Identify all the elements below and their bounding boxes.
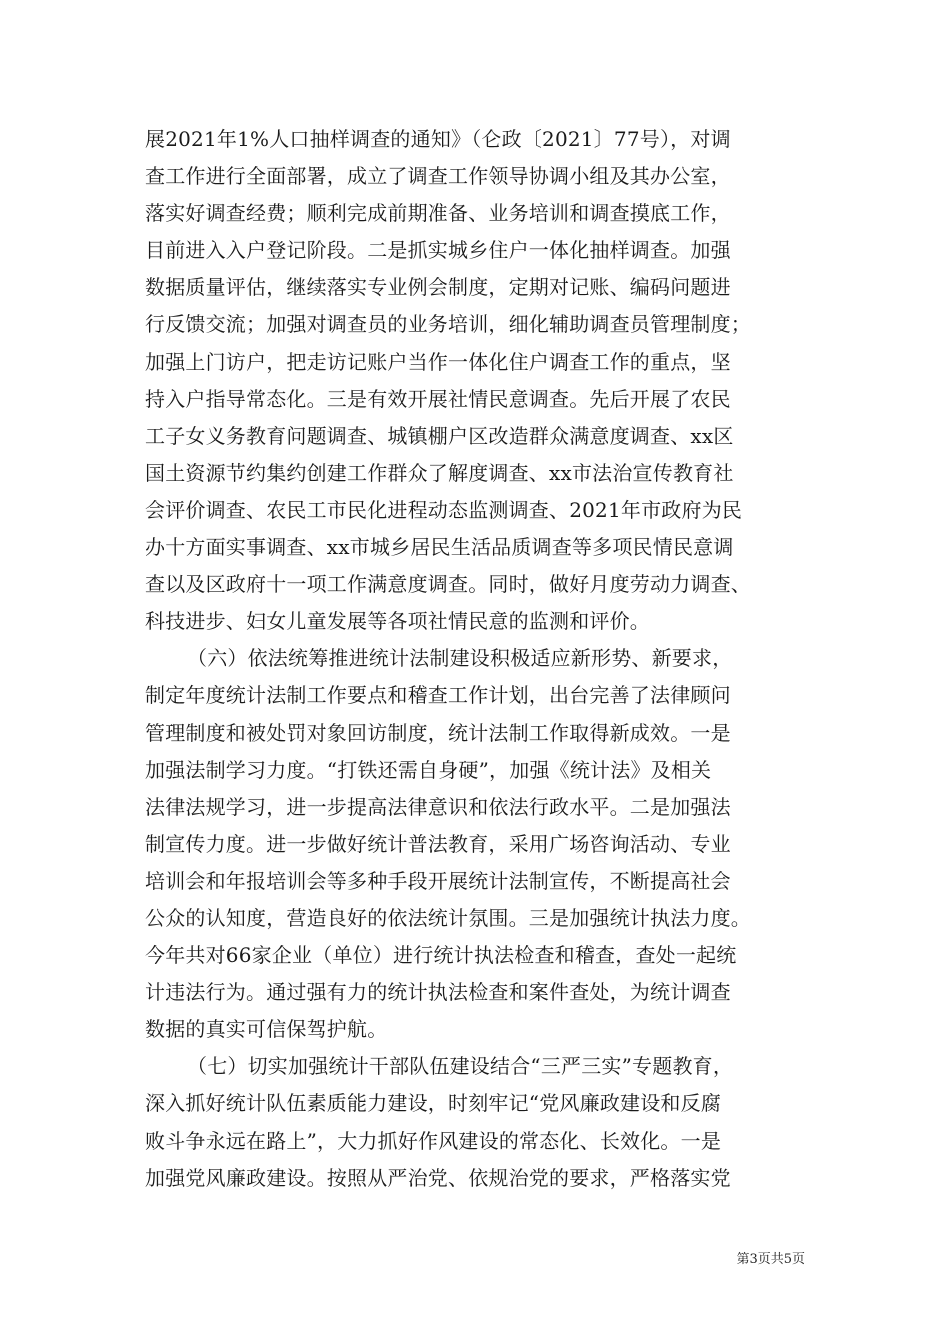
text-line: 加强上门访户，把走访记账户当作一体化住户调查工作的重点，坚 — [145, 349, 731, 374]
text-line: 深入抓好统计队伍素质能力建设，时刻牢记“党风廉政建设和反腐 — [145, 1091, 722, 1116]
text-line: 数据的真实可信保驾护航。 — [145, 1017, 388, 1042]
text-line: 展2021年1%人口抽样调查的通知》（仑政〔2021〕77号），对调 — [145, 127, 731, 151]
text-line: 培训会和年报培训会等多种手段开展统计法制宣传，不断提高社会 — [145, 868, 731, 893]
text-line: 今年共对66家企业（单位）进行统计执法检查和稽查，查处一起统 — [145, 943, 737, 968]
text-line: 制定年度统计法制工作要点和稽查工作计划，出台完善了法律顾问 — [145, 683, 731, 708]
text-line: 查工作进行全面部署，成立了调查工作领导协调小组及其办公室， — [145, 164, 731, 189]
text-line: 败斗争永远在路上”，大力抓好作风建设的常态化、长效化。一是 — [145, 1128, 722, 1153]
text-line: 加强法制学习力度。“打铁还需自身硬”，加强《统计法》及相关 — [145, 757, 712, 782]
text-line: 数据质量评估，继续落实专业例会制度，定期对记账、编码问题进 — [145, 275, 731, 300]
text-line: 计违法行为。通过强有力的统计执法检查和案件查处，为统计调查 — [145, 980, 731, 1005]
text-line: 加强党风廉政建设。按照从严治党、依规治党的要求，严格落实党 — [145, 1165, 731, 1190]
text-line: 法律法规学习，进一步提高法律意识和依法行政水平。二是加强法 — [145, 794, 731, 819]
text-line: 工子女义务教育问题调查、城镇棚户区改造群众满意度调查、xx区 — [145, 423, 734, 448]
page-indicator: 第3页共5页 — [736, 1252, 805, 1267]
text-line: 管理制度和被处罚对象回访制度，统计法制工作取得新成效。一是 — [145, 720, 731, 745]
text-line: 科技进步、妇女儿童发展等各项社情民意的监测和评价。 — [145, 609, 650, 634]
text-line: 会评价调查、农民工市民化进程动态监测调查、2021年市政府为民 — [145, 497, 743, 522]
text-line: （七）切实加强统计干部队伍建设结合“三严三实”专题教育， — [187, 1054, 734, 1079]
text-line: 查以及区政府十一项工作满意度调查。同时，做好月度劳动力调查、 — [145, 572, 751, 597]
text-line: 持入户指导常态化。三是有效开展社情民意调查。先后开展了农民 — [145, 386, 731, 411]
text-line: 办十方面实事调查、xx市城乡居民生活品质调查等多项民情民意调 — [145, 535, 734, 560]
text-line: 落实好调查经费；顺利完成前期准备、业务培训和调查摸底工作， — [145, 201, 731, 226]
text-line: （六）依法统筹推进统计法制建设积极适应新形势、新要求， — [187, 646, 733, 671]
text-line: 行反馈交流；加强对调查员的业务培训，细化辅助调查员管理制度； — [145, 312, 751, 337]
text-line: 国土资源节约集约创建工作群众了解度调查、xx市法治宣传教育社 — [145, 460, 734, 485]
text-line: 目前进入入户登记阶段。二是抓实城乡住户一体化抽样调查。加强 — [145, 238, 731, 263]
body-text — [145, 121, 825, 1197]
text-line: 制宣传力度。进一步做好统计普法教育，采用广场咨询活动、专业 — [145, 831, 731, 856]
text-line: 公众的认知度，营造良好的依法统计氛围。三是加强统计执法力度。 — [145, 905, 751, 930]
